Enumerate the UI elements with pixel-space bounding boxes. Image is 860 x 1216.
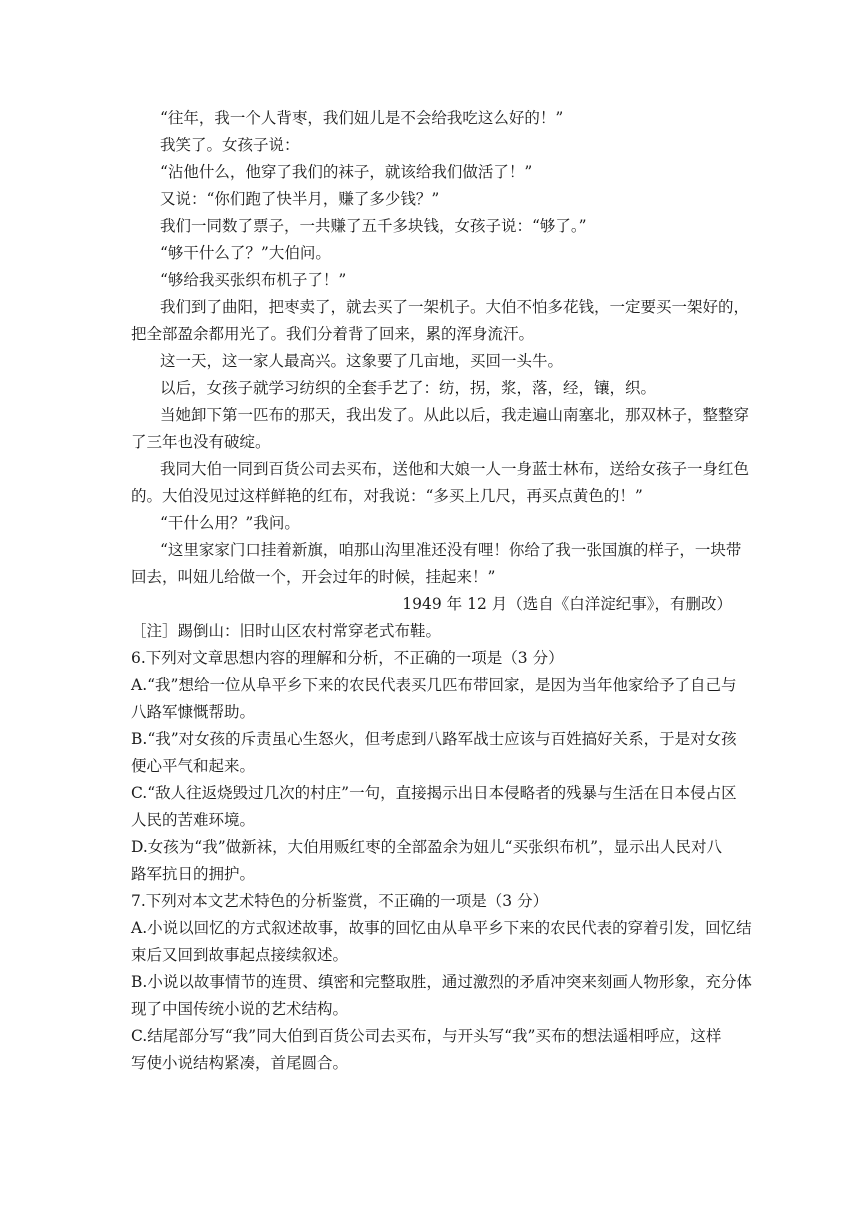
option-c-cont: 人民的苦难环境。 — [131, 811, 256, 829]
text-line: 回去，叫妞儿给做一个，开会过年的时候，挂起来！” — [131, 568, 496, 586]
text-line: “沾他什么，他穿了我们的袜子，就该给我们做活了！” — [160, 163, 533, 181]
text-line: 我们一同数了票子，一共赚了五千多块钱，女孩子说：“够了。” — [160, 217, 587, 235]
option-c-cont: 写使小说结构紧凑，首尾圆合。 — [131, 1054, 349, 1072]
text-line: 这一天，这一家人最高兴。这象要了几亩地，买回一头牛。 — [160, 352, 564, 370]
option-c: C.“敌人往返烧毁过几次的村庄”一句，直接揭示出日本侵略者的残暴与生活在日本侵占区 — [131, 784, 737, 802]
text-line: 我们到了曲阳，把枣卖了，就去买了一架机子。大伯不怕多花钱，一定要买一架好的， — [160, 298, 750, 316]
option-d-cont: 路军抗日的拥护。 — [131, 865, 256, 883]
option-a: A.小说以回忆的方式叙述故事，故事的回忆由从阜平乡下来的农民代表的穿着引发，回忆结 — [131, 919, 752, 937]
option-c: C.结尾部分写“我”同大伯到百货公司去买布，与开头写“我”买布的想法遥相呼应，这样 — [131, 1027, 722, 1045]
text-line: “干什么用？”我问。 — [160, 514, 300, 532]
option-a: A.“我”想给一位从阜平乡下来的农民代表买几匹布带回家，是因为当年他家给予了自己与 — [131, 676, 737, 694]
text-line: “这里家家门口挂着新旗，咱那山沟里准还没有哩！你给了我一张国旗的样子，一块带 — [160, 541, 742, 559]
option-a-cont: 八路军慷慨帮助。 — [131, 703, 256, 721]
source-line: 1949 年 12 月（选自《白洋淀纪事》，有删改） — [402, 595, 732, 613]
text-line: “往年，我一个人背枣，我们妞儿是不会给我吃这么好的！” — [160, 109, 564, 127]
option-b: B.“我”对女孩的斥责虽心生怒火，但考虑到八路军战士应该与百姓搞好关系，于是对女孩 — [131, 730, 737, 748]
text-line: 当她卸下第一匹布的那天，我出发了。从此以后，我走遍山南塞北，那双林子，整整穿 — [160, 406, 750, 424]
option-a-cont: 束后又回到故事起点接续叙述。 — [131, 946, 349, 964]
option-b: B.小说以故事情节的连贯、缜密和完整取胜，通过激烈的矛盾冲突来刻画人物形象，充分体 — [131, 973, 752, 991]
option-d: D.女孩为“我”做新袜，大伯用贩红枣的全部盈余为妞儿“买张织布机”，显示出人民对八 — [131, 838, 723, 856]
text-line: 的。大伯没见过这样鲜艳的红布，对我说：“多买上几尺，再买点黄色的！” — [131, 487, 643, 505]
text-line: 了三年也没有破绽。 — [131, 433, 271, 451]
note-line: ［注］踢倒山：旧时山区农村常穿老式布鞋。 — [131, 622, 442, 640]
question-title: 7.下列对本文艺术特色的分析鉴赏，不正确的一项是（3 分） — [131, 892, 549, 910]
text-line: 我笑了。女孩子说： — [160, 136, 300, 154]
option-b-cont: 现了中国传统小说的艺术结构。 — [131, 1000, 349, 1018]
text-line: “够干什么了？”大伯问。 — [160, 244, 331, 262]
text-line: 以后，女孩子就学习纺织的全套手艺了：纺，拐，浆，落，经，镶，织。 — [160, 379, 657, 397]
text-line: 又说：“你们跑了快半月，赚了多少钱？” — [160, 190, 440, 208]
option-b-cont: 便心平气和起来。 — [131, 757, 256, 775]
question-title: 6.下列对文章思想内容的理解和分析，不正确的一项是（3 分） — [131, 649, 564, 667]
text-line: “够给我买张织布机子了！” — [160, 271, 347, 289]
text-line: 我同大伯一同到百货公司去买布，送他和大娘一人一身蓝士林布，送给女孩子一身红色 — [160, 460, 750, 478]
text-line: 把全部盈余都用光了。我们分着背了回来，累的浑身流汗。 — [131, 325, 535, 343]
